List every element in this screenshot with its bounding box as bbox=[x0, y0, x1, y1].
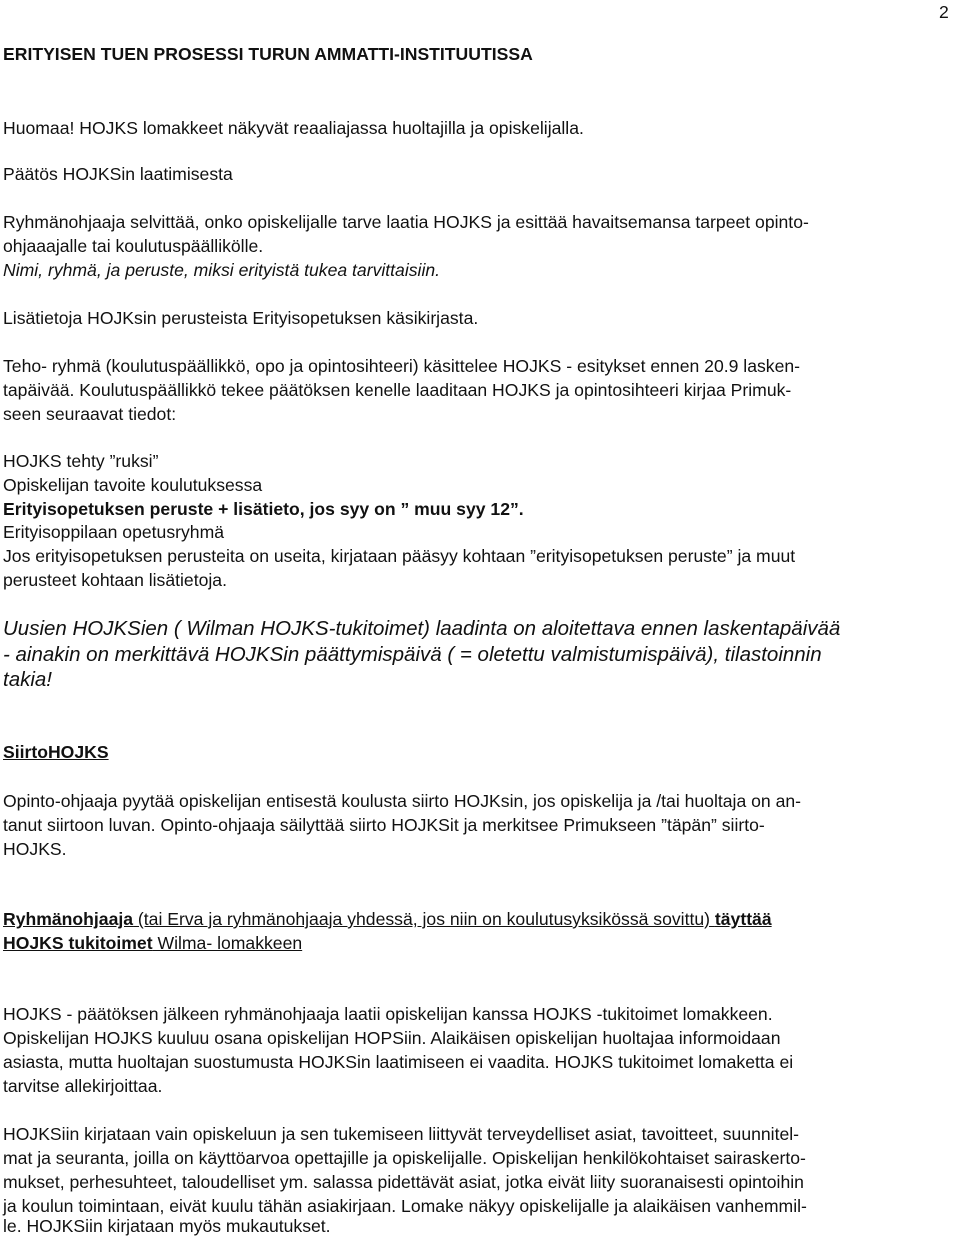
warning-line: Uusien HOJKSien ( Wilman HOJKS-tukitoimet) laadinta on aloitettava ennen laskentapäivää bbox=[3, 617, 841, 640]
ryhma-form-text: Wilma- lomakkeen bbox=[152, 933, 303, 953]
list-item: Opiskelijan tavoite koulutuksessa bbox=[3, 475, 263, 495]
paragraph-line: asiasta, mutta huoltajan suostumusta HOJKSin laatimiseen ei vaadita. HOJKS tukitoimet lomaketta ei bbox=[3, 1052, 794, 1072]
paragraph-line: Teho- ryhmä (koulutuspäällikkö, opo ja opintosihteeri) käsittelee HOJKS - esitykset ennen 20.9 lasken- bbox=[3, 356, 801, 376]
paragraph-line: Opiskelijan HOJKS kuuluu osana opiskelijan HOPSiin. Alaikäisen opiskelijan huoltajaa informoidaan bbox=[3, 1028, 781, 1048]
paragraph-line: HOJKS - päätöksen jälkeen ryhmänohjaaja laatii opiskelijan kanssa HOJKS -tukitoimet lomakkeen. bbox=[3, 1004, 773, 1024]
list-item: Jos erityisopetuksen perusteita on useita, kirjataan pääsyy kohtaan ”erityisopetuksen peruste” ja muut bbox=[3, 546, 796, 566]
section-heading-decision: Päätös HOJKSin laatimisesta bbox=[3, 164, 233, 184]
paragraph-line: ohjaaajalle tai koulutuspäällikölle. bbox=[3, 236, 264, 256]
paragraph-line: Opinto-ohjaaja pyytää opiskelijan entisestä koulusta siirto HOJKsin, jos opiskelija ja /tai huoltaja on an- bbox=[3, 791, 802, 811]
ryhma-form-name: HOJKS tukitoimet bbox=[3, 933, 153, 953]
ryhma-line1 bbox=[3, 907, 772, 931]
paragraph-line: tanut siirtoon luvan. Opinto-ohjaaja säilyttää siirto HOJKSit ja merkitsee Primukseen ”täpän” siirto- bbox=[3, 815, 765, 835]
paragraph-line: tapäivää. Koulutuspäällikkö tekee päätöksen kenelle laaditaan HOJKS ja opintosihteeri kirjaa Primuk- bbox=[3, 380, 792, 400]
list-item: perusteet kohtaan lisätietoja. bbox=[3, 570, 227, 590]
paragraph-line: Ryhmänohjaaja selvittää, onko opiskelijalle tarve laatia HOJKS ja esittää havaitsemansa tarpeet opinto- bbox=[3, 212, 809, 232]
ryhma-text: (tai Erva ja ryhmänohjaaja yhdessä, jos niin on koulutusyksikössä sovittu) bbox=[133, 909, 715, 929]
paragraph-line: mukset, perhesuhteet, taloudelliset ym. salassa pidettävät asiat, jotka eivät liity suoranaisesti opintoihin bbox=[3, 1172, 804, 1192]
list-item: Erityisoppilaan opetusryhmä bbox=[3, 522, 225, 542]
ryhma-role: Ryhmänohjaaja bbox=[3, 909, 134, 929]
paragraph-line: mat ja seuranta, joilla on käyttöarvoa opettajille ja opiskelijalle. Opiskelijan henkilökohtaiset sairaskerto- bbox=[3, 1148, 806, 1168]
paragraph-line: HOJKS. bbox=[3, 839, 67, 859]
paragraph-line: le. HOJKSiin kirjataan myös mukautukset. bbox=[3, 1216, 331, 1236]
list-item-bold: Erityisopetuksen peruste + lisätieto, jos syy on ” muu syy 12”. bbox=[3, 499, 524, 519]
italic-note: Nimi, ryhmä, ja peruste, miksi erityistä tukea tarvittaisiin. bbox=[3, 260, 441, 280]
paragraph-line: Lisätietoja HOJKsin perusteista Erityisopetuksen käsikirjasta. bbox=[3, 308, 479, 328]
ryhma-line2 bbox=[3, 931, 302, 955]
list-item: HOJKS tehty ”ruksi” bbox=[3, 451, 159, 471]
page-title: ERITYISEN TUEN PROSESSI TURUN AMMATTI-INSTITUUTISSA bbox=[3, 44, 533, 64]
notice-text: Huomaa! HOJKS lomakkeet näkyvät reaaliajassa huoltajilla ja opiskelijalla. bbox=[3, 118, 584, 138]
section-heading-siirto: SiirtoHOJKS bbox=[3, 742, 109, 762]
paragraph-line: seen seuraavat tiedot: bbox=[3, 404, 177, 424]
warning-line: takia! bbox=[3, 668, 52, 691]
paragraph-line: HOJKSiin kirjataan vain opiskeluun ja sen tukemiseen liittyvät terveydelliset asiat, tavoitteet, suunnitel- bbox=[3, 1124, 800, 1144]
ryhma-action: täyttää bbox=[714, 909, 772, 929]
paragraph-line: ja koulun toimintaan, eivät kuulu tähän asiakirjaan. Lomake näkyy opiskelijalle ja alaikäisen vanhemmil- bbox=[3, 1196, 807, 1216]
warning-line: - ainakin on merkittävä HOJKSin päättymispäivä ( = oletettu valmistumispäivä), tilastoinnin bbox=[3, 643, 822, 666]
page-number: 2 bbox=[939, 2, 949, 22]
paragraph-line: tarvitse allekirjoittaa. bbox=[3, 1076, 163, 1096]
